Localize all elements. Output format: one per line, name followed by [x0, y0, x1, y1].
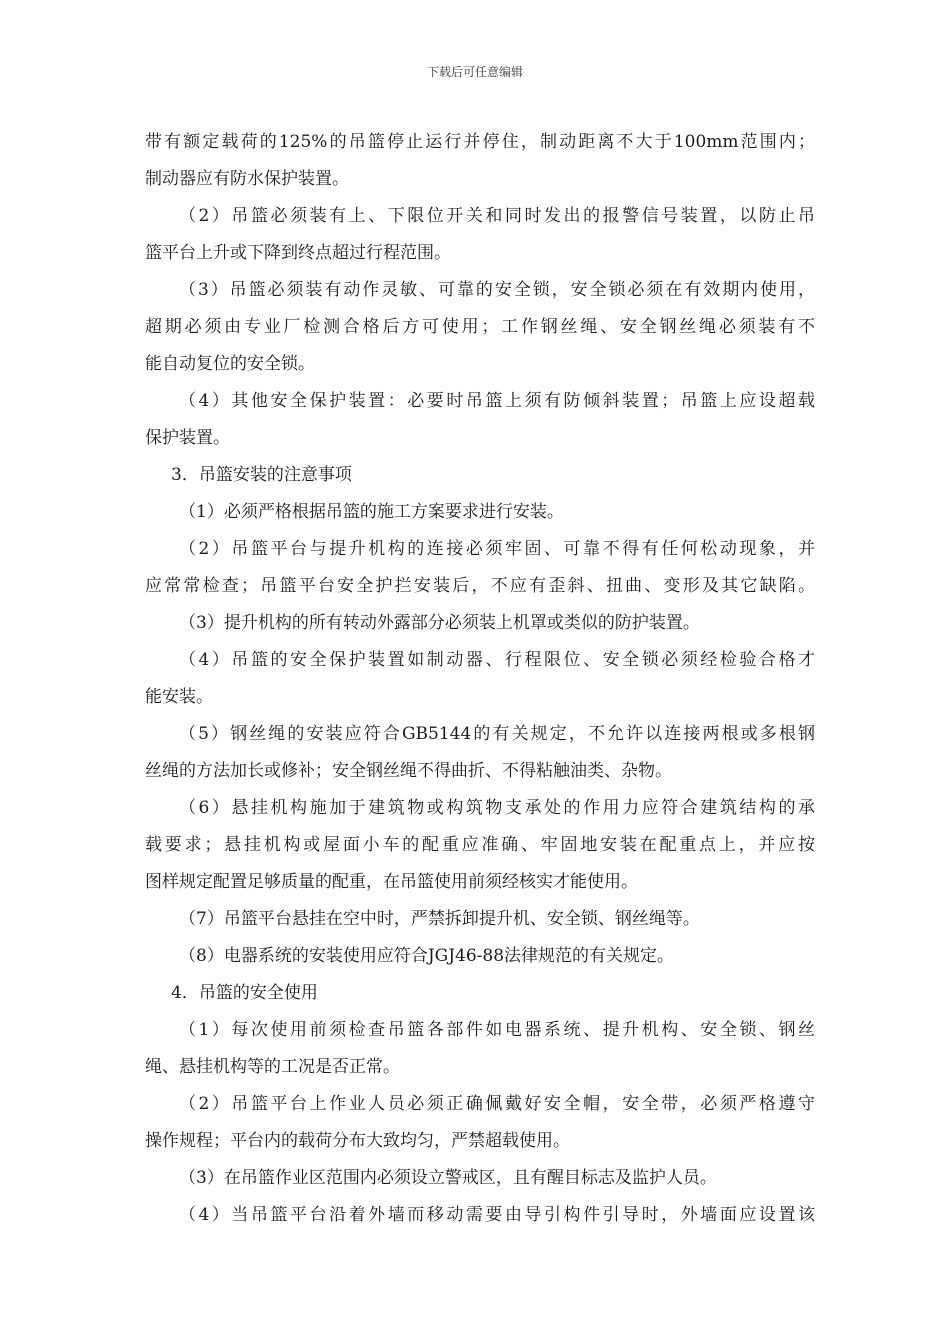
document-body: [145, 124, 815, 1234]
text-line: 绳、悬挂机构等的工况是否正常。: [145, 1057, 400, 1077]
text-line: 带有额定载荷的125%的吊篮停止运行并停住，制动距离不大于100mm范围内；: [145, 132, 815, 152]
text-line: 操作规程；平台内的载荷分布大致均匀，严禁超载使用。: [145, 1131, 570, 1151]
section-heading: 3．吊篮安装的注意事项: [171, 465, 352, 485]
text-line: （8）电器系统的安装使用应符合JGJ46-88法律规范的有关规定。: [179, 946, 675, 966]
text-line: 载要求；悬挂机构或屋面小车的配重应准确、牢固地安装在配重点上，并应按: [145, 835, 815, 855]
text-line: 应常常检查；吊篮平台安全护拦安装后，不应有歪斜、扭曲、变形及其它缺陷。: [145, 576, 815, 596]
text-line: （4）当吊篮平台沿着外墙而移动需要由导引构件引导时，外墙面应设置该: [179, 1205, 815, 1225]
text-line: 超期必须由专业厂检测合格后方可使用；工作钢丝绳、安全钢丝绳必须装有不: [145, 317, 815, 337]
text-line: （2）吊篮平台与提升机构的连接必须牢固、可靠不得有任何松动现象，并: [179, 539, 815, 559]
text-line: （1）每次使用前须检查吊篮各部件如电器系统、提升机构、安全锁、钢丝: [179, 1020, 815, 1040]
section-heading: 4．吊篮的安全使用: [171, 983, 318, 1003]
text-line: （3）在吊篮作业区范围内必须设立警戒区，且有醒目标志及监护人员。: [179, 1168, 717, 1188]
text-line: （1）必须严格根据吊篮的施工方案要求进行安装。: [179, 502, 564, 522]
text-line: 能安装。: [145, 687, 213, 707]
text-line: 丝绳的方法加长或修补；安全钢丝绳不得曲折、不得粘触油类、杂物。: [145, 761, 672, 781]
text-line: （4）其他安全保护装置：必要时吊篮上须有防倾斜装置；吊篮上应设超载: [179, 391, 815, 411]
text-line: （3）吊篮必须装有动作灵敏、可靠的安全锁，安全锁必须在有效期内使用，: [179, 280, 815, 300]
text-line: （3）提升机构的所有转动外露部分必须装上机罩或类似的防护装置。: [179, 613, 700, 633]
text-line: （4）吊篮的安全保护装置如制动器、行程限位、安全锁必须经检验合格才: [179, 650, 815, 670]
text-line: （7）吊篮平台悬挂在空中时，严禁拆卸提升机、安全锁、钢丝绳等。: [179, 909, 700, 929]
text-line: 篮平台上升或下降到终点超过行程范围。: [145, 243, 451, 263]
text-line: 能自动复位的安全锁。: [145, 354, 315, 374]
text-line: （2）吊篮必须装有上、下限位开关和同时发出的报警信号装置，以防止吊: [179, 206, 815, 226]
page-header: 下载后可任意编辑: [426, 65, 523, 79]
text-line: （5）钢丝绳的安装应符合GB5144的有关规定，不允许以连接两根或多根钢: [179, 724, 815, 744]
text-line: 保护装置。: [145, 428, 230, 448]
text-line: （6）悬挂机构施加于建筑物或构筑物支承处的作用力应符合建筑结构的承: [179, 798, 815, 818]
text-line: 制动器应有防水保护装置。: [145, 169, 349, 189]
text-line: （2）吊篮平台上作业人员必须正确佩戴好安全帽，安全带，必须严格遵守: [179, 1094, 815, 1114]
text-line: 图样规定配置足够质量的配重，在吊篮使用前须经核实才能使用。: [145, 872, 638, 892]
